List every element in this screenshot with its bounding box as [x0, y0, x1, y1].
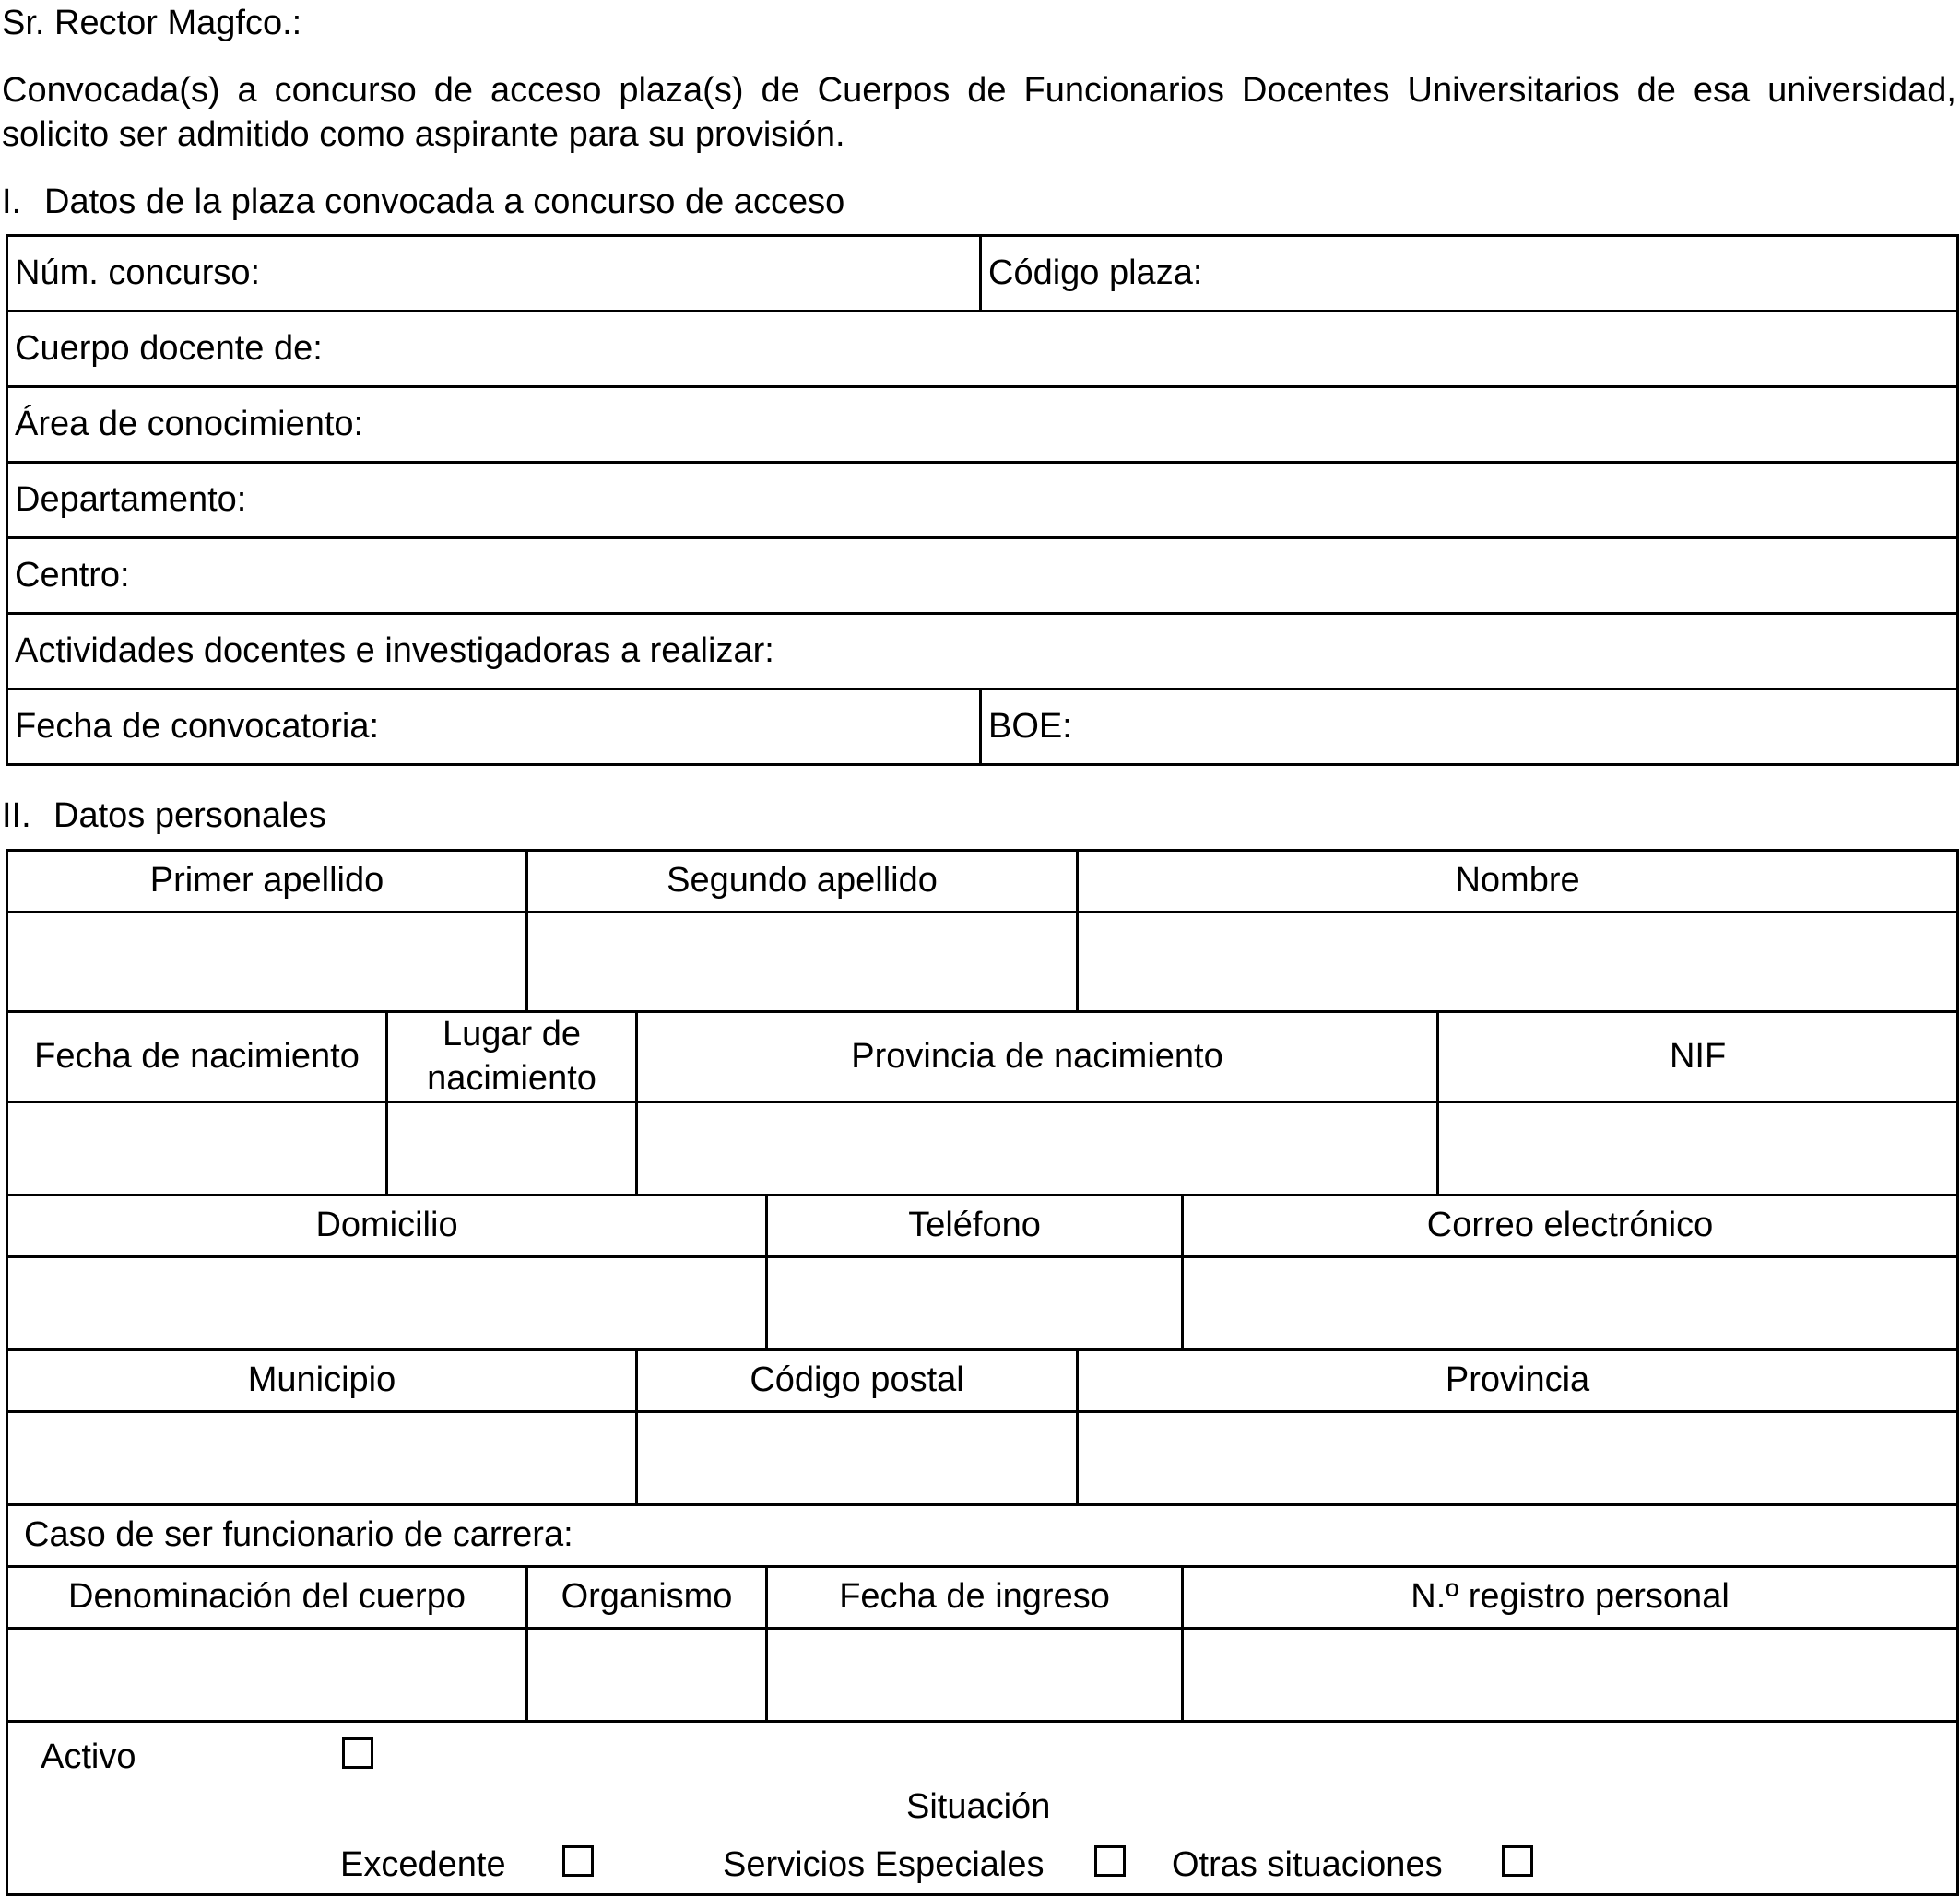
salutation: Sr. Rector Magfco.:: [2, 4, 302, 42]
codigo-plaza-label: Código plaza:: [988, 253, 1203, 292]
codigo-postal-input[interactable]: [637, 1412, 1078, 1505]
fecha-convocatoria-field[interactable]: [7, 689, 981, 765]
denominacion-cuerpo-input[interactable]: [7, 1629, 527, 1722]
primer-apellido-label: Primer apellido: [7, 851, 527, 913]
correo-label: Correo electrónico: [1183, 1195, 1958, 1257]
primer-apellido-input[interactable]: [7, 913, 527, 1012]
num-concurso-field[interactable]: [7, 236, 981, 312]
cuerpo-docente-label: Cuerpo docente de:: [15, 328, 323, 368]
otras-situaciones-checkbox[interactable]: [1502, 1845, 1533, 1877]
provincia-nacimiento-input[interactable]: [637, 1102, 1438, 1195]
actividades-field[interactable]: [7, 614, 1958, 689]
organismo-input[interactable]: [527, 1629, 767, 1722]
section-2-number: II.: [2, 796, 31, 835]
funcionario-label: Caso de ser funcionario de carrera:: [7, 1505, 1958, 1567]
situacion-title: Situación: [906, 1787, 1051, 1826]
section-1-title: Datos de la plaza convocada a concurso de acceso: [44, 183, 845, 221]
lugar-nacimiento-label: Lugar de nacimiento: [387, 1012, 637, 1102]
section-2-title: Datos personales: [53, 796, 326, 835]
domicilio-input[interactable]: [7, 1257, 767, 1350]
departamento-label: Departamento:: [15, 479, 247, 519]
correo-input[interactable]: [1183, 1257, 1958, 1350]
otras-situaciones-label: Otras situaciones: [1172, 1845, 1443, 1884]
segundo-apellido-input[interactable]: [527, 913, 1078, 1012]
section-1-number: I.: [2, 183, 22, 221]
area-conocimiento-label: Área de conocimiento:: [15, 404, 364, 443]
lugar-nacimiento-input[interactable]: [387, 1102, 637, 1195]
servicios-especiales-label: Servicios Especiales: [723, 1845, 1045, 1884]
segundo-apellido-label: Segundo apellido: [527, 851, 1078, 913]
municipio-input[interactable]: [7, 1412, 637, 1505]
codigo-plaza-field[interactable]: [981, 236, 1958, 312]
domicilio-label: Domicilio: [7, 1195, 767, 1257]
organismo-label: Organismo: [527, 1567, 767, 1629]
fecha-nacimiento-label: Fecha de nacimiento: [7, 1012, 387, 1102]
section-2-heading: [2, 795, 326, 839]
municipio-label: Municipio: [7, 1350, 637, 1412]
excedente-checkbox[interactable]: [562, 1845, 594, 1877]
nif-label: NIF: [1438, 1012, 1958, 1102]
centro-field[interactable]: [7, 538, 1958, 614]
num-concurso-label: Núm. concurso:: [15, 253, 261, 292]
fecha-ingreso-input[interactable]: [767, 1629, 1183, 1722]
nombre-label: Nombre: [1078, 851, 1958, 913]
intro-paragraph: Convocada(s) a concurso de acceso plaza(s) de Cuerpos de Funcionarios Docentes Universitarios de esa universidad, solicito ser admitido como aspirante para su provisión.: [2, 71, 1956, 154]
actividades-label: Actividades docentes e investigadoras a realizar:: [15, 630, 774, 670]
telefono-input[interactable]: [767, 1257, 1183, 1350]
situacion-section: [7, 1722, 1958, 1895]
excedente-label: Excedente: [340, 1845, 506, 1884]
centro-label: Centro:: [15, 555, 130, 595]
area-conocimiento-field[interactable]: [7, 387, 1958, 463]
fecha-convocatoria-label: Fecha de convocatoria:: [15, 706, 380, 746]
cuerpo-docente-field[interactable]: [7, 312, 1958, 387]
denominacion-cuerpo-label: Denominación del cuerpo: [7, 1567, 527, 1629]
provincia-input[interactable]: [1078, 1412, 1958, 1505]
section-1-heading: [2, 181, 844, 225]
telefono-label: Teléfono: [767, 1195, 1183, 1257]
personal-data-table: [6, 849, 1959, 1896]
vacancy-data-table: [6, 234, 1959, 766]
codigo-postal-label: Código postal: [637, 1350, 1078, 1412]
boe-field[interactable]: [981, 689, 1958, 765]
provincia-nacimiento-label: Provincia de nacimiento: [637, 1012, 1438, 1102]
fecha-ingreso-label: Fecha de ingreso: [767, 1567, 1183, 1629]
boe-label: BOE:: [988, 706, 1072, 746]
servicios-especiales-checkbox[interactable]: [1094, 1845, 1126, 1877]
registro-personal-label: N.º registro personal: [1183, 1567, 1958, 1629]
registro-personal-input[interactable]: [1183, 1629, 1958, 1722]
nif-input[interactable]: [1438, 1102, 1958, 1195]
provincia-label: Provincia: [1078, 1350, 1958, 1412]
activo-checkbox[interactable]: [342, 1737, 373, 1769]
activo-label: Activo: [41, 1737, 136, 1776]
nombre-input[interactable]: [1078, 913, 1958, 1012]
fecha-nacimiento-input[interactable]: [7, 1102, 387, 1195]
departamento-field[interactable]: [7, 463, 1958, 538]
